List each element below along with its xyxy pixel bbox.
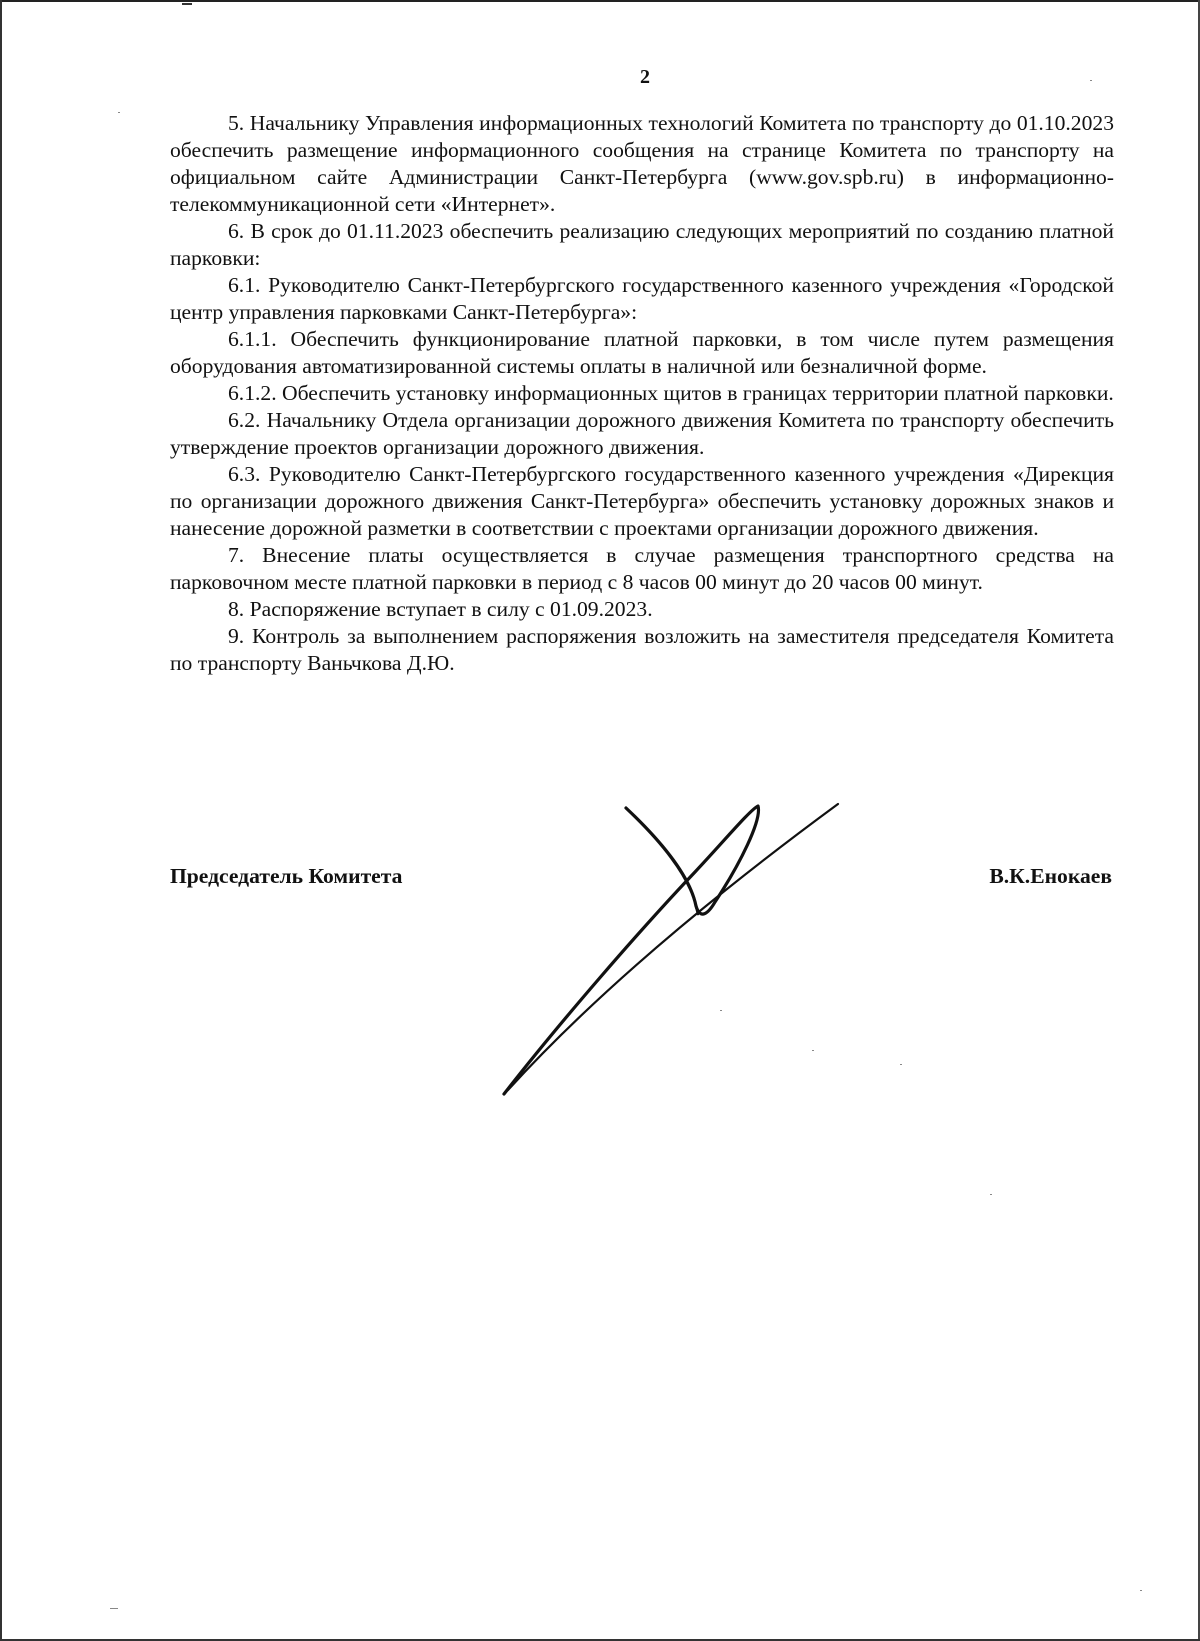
document-body xyxy=(170,110,1114,677)
scan-speck xyxy=(720,1010,722,1011)
scan-border-left xyxy=(0,0,2,1641)
scan-speck xyxy=(1140,1590,1142,1591)
scan-speck xyxy=(110,1608,118,1609)
paragraph-6-1: 6.1. Руководителю Санкт-Петербургского государственного казенного учреждения «Городской центр управления парковками Санкт-Петербурга»: xyxy=(170,273,1114,324)
paragraph-8: 8. Распоряжение вступает в силу с 01.09.2023. xyxy=(228,597,653,621)
paragraph-6: 6. В срок до 01.11.2023 обеспечить реализацию следующих мероприятий по созданию платной парковки: xyxy=(170,219,1114,270)
scan-speck xyxy=(990,1194,992,1195)
paragraph-9: 9. Контроль за выполнением распоряжения возложить на заместителя председателя Комитета по транспорту Ваньчкова Д.Ю. xyxy=(170,624,1114,675)
paragraph-6-1-2: 6.1.2. Обеспечить установку информационных щитов в границах территории платной парковки. xyxy=(228,381,1114,405)
signatory-name: В.К.Енокаев xyxy=(989,864,1112,888)
paragraph-6-3: 6.3. Руководителю Санкт-Петербургского государственного казенного учреждения «Дирекция по организации дорожного движения Санкт-Петербурга» обеспечить установку дорожных знаков и нанесение дорожной разметки в соответствии с проектами организации дорожного движения. xyxy=(170,462,1114,540)
signatory-title: Председатель Комитета xyxy=(170,864,403,888)
scan-speck xyxy=(812,1050,814,1051)
paragraph-6-2: 6.2. Начальнику Отдела организации дорожного движения Комитета по транспорту обеспечить утверждение проектов организации дорожного движения. xyxy=(170,408,1114,459)
page-number: 2 xyxy=(640,66,650,88)
scan-speck xyxy=(118,112,120,113)
paragraph-5: 5. Начальнику Управления информационных технологий Комитета по транспорту до 01.10.2023 обеспечить размещение информационного сообщения на странице Комитета по транспорту на официальном сайте Администрации Санкт-Петербурга (www.gov.spb.ru) в информационно-телекоммуникационной сети «Интернет». xyxy=(170,111,1114,216)
scan-speck xyxy=(900,1064,902,1065)
scan-speck xyxy=(1090,80,1092,81)
handwritten-signature xyxy=(500,790,890,1110)
paragraph-7: 7. Внесение платы осуществляется в случае размещения транспортного средства на парковочном месте платной парковки в период с 8 часов 00 минут до 20 часов 00 минут. xyxy=(170,543,1114,594)
paragraph-6-1-1: 6.1.1. Обеспечить функционирование платной парковки, в том числе путем размещения оборудования автоматизированной системы оплаты в наличной или безналичной форме. xyxy=(170,327,1114,378)
scan-mark xyxy=(182,3,192,5)
scan-border-top xyxy=(0,0,1200,2)
